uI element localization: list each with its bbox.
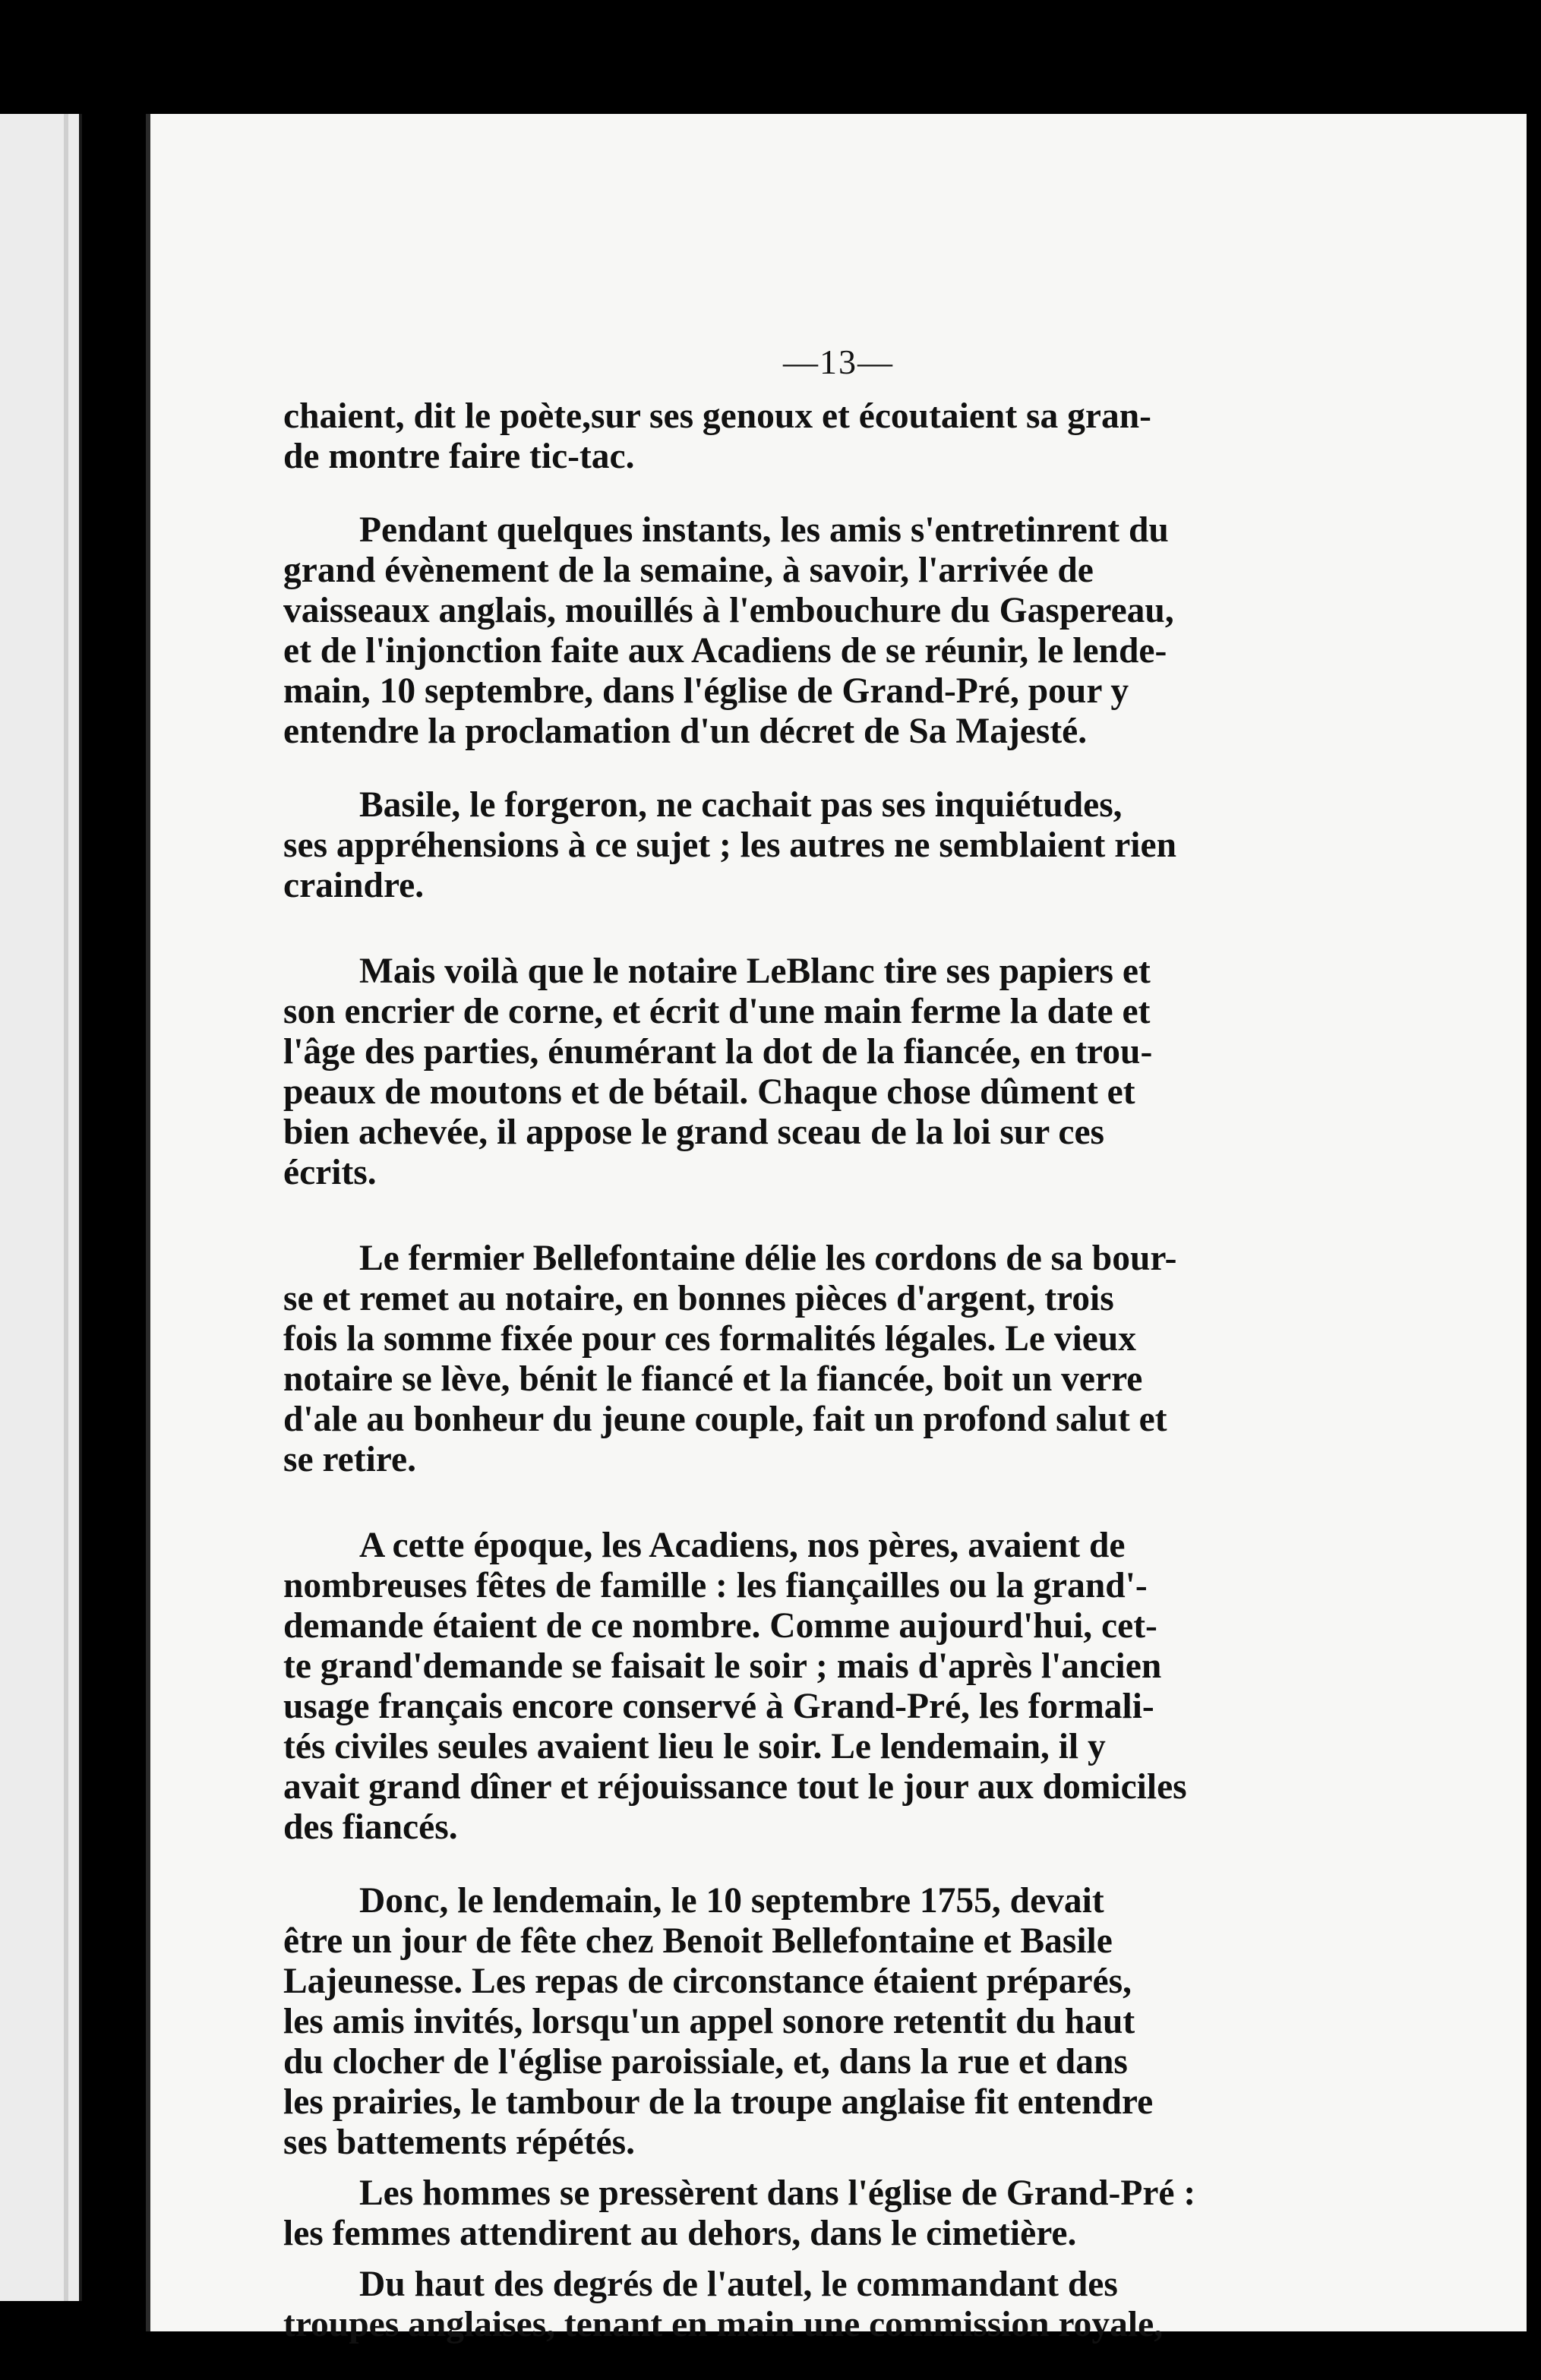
paragraph-6 [283,1526,1392,1848]
text-line: grand évènement de la semaine, à savoir, l'arrivée de [283,551,1094,590]
paragraph-4 [283,952,1392,1193]
text-line: main, 10 septembre, dans l'église de Grand-Pré, pour y [283,671,1129,711]
paragraph-8 [283,2173,1392,2254]
text-line: être un jour de fête chez Benoit Bellefontaine et Basile [283,1921,1113,1961]
text-line: Les hommes se pressèrent dans l'église de Grand-Pré : [359,2173,1196,2213]
paragraph-3 [283,785,1392,906]
paragraph-9 [283,2265,1392,2345]
page-edge-shadow [64,114,68,2301]
paragraph-7 [283,1881,1392,2163]
text-line: fois la somme fixée pour ces formalités légales. Le vieux [283,1319,1137,1359]
text-line: son encrier de corne, et écrit d'une main ferme la date et [283,992,1151,1031]
text-line: Donc, le lendemain, le 10 septembre 1755, devait [359,1881,1104,1921]
text-line: demande étaient de ce nombre. Comme aujourd'hui, cet- [283,1606,1157,1646]
text-line: craindre. [283,866,425,905]
text-line: avait grand dîner et réjouissance tout le jour aux domiciles [283,1767,1187,1807]
text-line: les amis invités, lorsqu'un appel sonore retentit du haut [283,2002,1135,2041]
text-line: Le fermier Bellefontaine délie les cordons de sa bour- [359,1239,1177,1278]
text-line: d'ale au bonheur du jeune couple, fait un profond salut et [283,1400,1167,1439]
text-line: des fiancés. [283,1807,458,1847]
text-line: écrits. [283,1153,377,1192]
text-line: se et remet au notaire, en bonnes pièces d'argent, trois [283,1279,1114,1318]
text-line: tés civiles seules avaient lieu le soir. Le lendemain, il y [283,1727,1106,1766]
paragraph-1 [283,396,1392,477]
text-line: Basile, le forgeron, ne cachait pas ses inquiétudes, [359,785,1123,825]
paragraph-5 [283,1239,1392,1480]
text-line: entendre la proclamation d'un décret de Sa Majesté. [283,712,1088,751]
text-line: se retire. [283,1440,416,1479]
text-line: du clocher de l'église paroissiale, et, dans la rue et dans [283,2042,1128,2082]
text-line: A cette époque, les Acadiens, nos pères, avaient de [359,1526,1126,1565]
text-line: les femmes attendirent au dehors, dans le cimetière. [283,2214,1077,2253]
text-line: ses appréhensions à ce sujet ; les autres ne semblaient rien [283,825,1176,865]
text-line: peaux de moutons et de bétail. Chaque chose dûment et [283,1072,1135,1112]
text-line: vaisseaux anglais, mouillés à l'embouchure du Gaspereau, [283,591,1174,630]
text-line: Mais voilà que le notaire LeBlanc tire ses papiers et [359,952,1151,991]
text-line: bien achevée, il appose le grand sceau de la loi sur ces [283,1113,1105,1152]
text-line: te grand'demande se faisait le soir ; mais d'après l'ancien [283,1646,1162,1686]
text-line: chaient, dit le poète,sur ses genoux et écoutaient sa gran- [283,396,1151,436]
text-line: et de l'injonction faite aux Acadiens de se réunir, le lende- [283,631,1167,671]
text-line: les prairies, le tambour de la troupe anglaise fit entendre [283,2082,1154,2122]
text-line: ses battements répétés. [283,2123,635,2162]
text-line: troupes anglaises, tenant en main une commission royale, [283,2305,1164,2344]
paragraph-2 [283,510,1392,752]
text-line: usage français encore conservé à Grand-Pré, les formali- [283,1687,1154,1726]
text-line: l'âge des parties, énumérant la dot de la fiancée, en trou- [283,1032,1153,1072]
page-number: —13— [783,342,894,381]
text-line: nombreuses fêtes de famille : les fiançailles ou la grand'- [283,1566,1148,1605]
text-line: notaire se lève, bénit le fiancé et la fiancée, boit un verre [283,1359,1143,1399]
left-page-edge [0,114,82,2301]
text-line: Du haut des degrés de l'autel, le commandant des [359,2265,1118,2304]
text-line: Lajeunesse. Les repas de circonstance étaient préparés, [283,1962,1132,2001]
body-text [283,396,1392,2356]
text-line: Pendant quelques instants, les amis s'entretinrent du [359,510,1169,550]
text-line: de montre faire tic-tac. [283,437,635,476]
book-page [146,114,1527,2344]
